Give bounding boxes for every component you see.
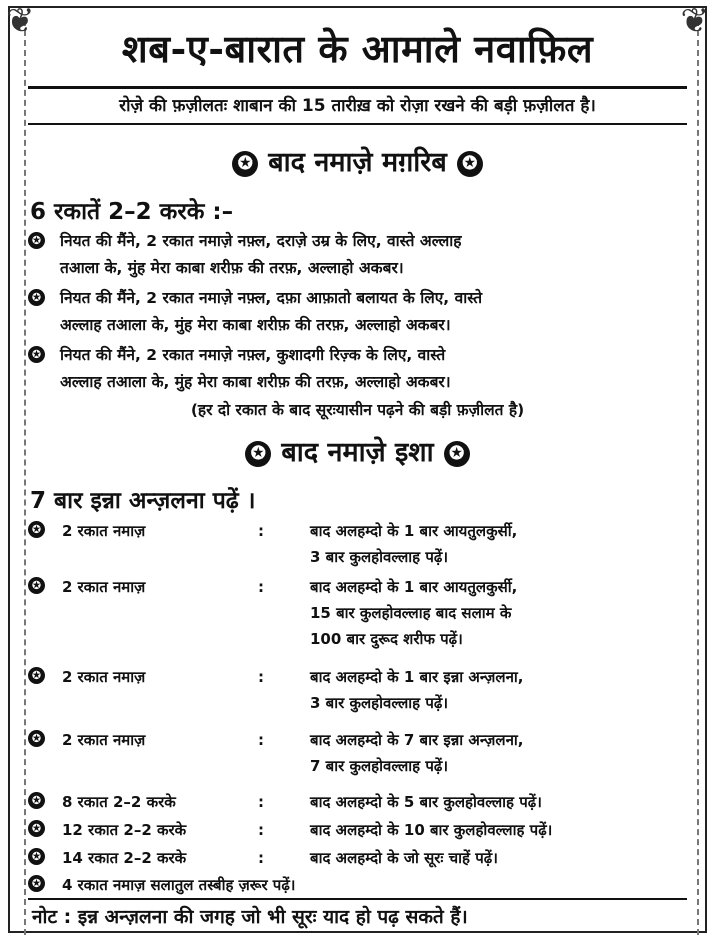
rakat-label: 2 रकात नमाज़ (62, 731, 146, 749)
isha-count-line: 7 बार इन्ना अन्ज़लना पढ़ें । (30, 488, 256, 514)
instruction-line: बाद अलहम्दो के जो सूरः चाहें पढ़ें। (310, 849, 498, 867)
list-item-line: नियत की मैंने, 2 रकात नमाज़े नफ़्ल, कुशादगी रिज़्क के लिए, वास्ते (60, 346, 446, 364)
star-circle-icon: ✪ (28, 232, 45, 249)
instruction-line: 7 बार कुलहोवल्लाह पढ़ें। (310, 757, 449, 775)
separator-colon: : (258, 793, 264, 811)
star-circle-icon: ✪ (28, 346, 45, 363)
rakat-label: 8 रकात 2–2 करके (62, 793, 176, 811)
instruction (310, 789, 690, 815)
list-item (28, 285, 688, 339)
rakat-label: 12 रकात 2–2 करके (62, 821, 187, 839)
instruction-line: 3 बार कुलहोवल्लाह पढ़ें। (310, 694, 449, 712)
list-item (28, 228, 688, 282)
rakat-label: 2 रकात नमाज़ (62, 668, 146, 686)
separator-colon: : (258, 668, 264, 686)
rakat-label: 2 रकात नमाज़ (62, 578, 146, 596)
star-circle-icon: ✪ (28, 521, 45, 538)
star-circle-icon: ✪ (28, 577, 45, 594)
instruction-line: बाद अलहम्दो के 1 बार आयतुलकुर्सी, (310, 578, 518, 596)
star-circle-icon: ✪ (28, 289, 45, 306)
instruction-line: बाद अलहम्दो के 5 बार कुलहोवल्लाह पढ़ें। (310, 793, 542, 811)
list-item-line: नियत की मैंने, 2 रकात नमाज़े नफ़्ल, दफ़ा आफ़ातो बलायत के लिए, वास्ते (60, 289, 483, 307)
list-item-line: नियत की मैंने, 2 रकात नमाज़े नफ़्ल, दराज़े उम्र के लिए, वास्ते अल्लाह (60, 232, 462, 250)
separator-colon: : (258, 849, 264, 867)
instruction (310, 817, 690, 843)
list-item-line: तआला के, मुंह मेरा काबा शरीफ़ की तरफ़, अल्लाहो अकबर। (60, 259, 404, 277)
maghrib-heading (0, 142, 715, 179)
instruction (310, 664, 690, 716)
maghrib-count-line: 6 रकातें 2–2 करके :– (30, 199, 234, 225)
floral-corner-icon: ❦ (680, 1, 709, 41)
instruction-line: 15 बार कुलहोवल्लाह बाद सलाम के (310, 604, 512, 622)
star-circle-icon: ✪ (444, 441, 470, 467)
instruction (310, 727, 690, 779)
instruction-line: बाद अलहम्दो के 10 बार कुलहोवल्लाह पढ़ें। (310, 821, 553, 839)
star-circle-icon: ✪ (245, 441, 271, 467)
star-circle-icon: ✪ (28, 820, 45, 837)
instruction-line: बाद अलहम्दो के 1 बार आयतुलकुर्सी, (310, 522, 518, 540)
floral-corner-icon: ❦ (6, 1, 35, 41)
star-circle-icon: ✪ (28, 792, 45, 809)
star-circle-icon: ✪ (457, 151, 483, 177)
instruction (310, 518, 690, 570)
separator-colon: : (258, 821, 264, 839)
instruction (310, 574, 690, 652)
instruction-line: 3 बार कुलहोवल्लाह पढ़ें। (310, 548, 449, 566)
maghrib-note: (हर दो रकात के बाद सूरःयासीन पढ़ने की बड़ी फ़ज़ीलत है) (190, 401, 525, 419)
maghrib-heading-text: बाद नमाज़े मग़रिब (268, 147, 447, 178)
separator-colon: : (258, 731, 264, 749)
instruction-line: बाद अलहम्दो के 7 बार इन्ना अन्ज़लना, (310, 731, 524, 749)
star-circle-icon: ✪ (28, 848, 45, 865)
page-title: शब-ए-बारात के आमाले नवाफ़िल (121, 26, 594, 71)
rakat-label: 4 रकात नमाज़ सलातुल तस्बीह ज़रूर पढ़ें। (62, 876, 296, 894)
separator-colon: : (258, 522, 264, 540)
list-item (28, 342, 688, 396)
list-item-line: अल्लाह तआला के, मुंह मेरा काबा शरीफ़ की तरफ़, अल्लाहो अकबर। (60, 316, 451, 334)
isha-heading-text: बाद नमाज़े इशा (281, 437, 434, 468)
star-circle-icon: ✪ (28, 730, 45, 747)
subtitle: रोज़े की फ़ज़ीलतः शाबान की 15 तारीख़ को रोज़ा रखने की बड़ी फ़ज़ीलत है। (28, 86, 687, 125)
instruction-line: बाद अलहम्दो के 1 बार इन्ना अन्ज़लना, (310, 668, 524, 686)
star-circle-icon: ✪ (28, 875, 45, 892)
rakat-label: 2 रकात नमाज़ (62, 522, 146, 540)
list-item-line: अल्लाह तआला के, मुंह मेरा काबा शरीफ़ की तरफ़, अल्लाहो अकबर। (60, 373, 451, 391)
separator-colon: : (258, 578, 264, 596)
rakat-label: 14 रकात 2–2 करके (62, 849, 187, 867)
star-circle-icon: ✪ (28, 667, 45, 684)
footer-note: नोट : इन्न अन्ज़लना की जगह जो भी सूरः याद हो पढ़ सकते हैं। (28, 898, 687, 934)
isha-heading (0, 432, 715, 469)
instruction (310, 845, 690, 871)
instruction-line: 100 बार दुरूद शरीफ पढ़ें। (310, 630, 463, 648)
star-circle-icon: ✪ (232, 151, 258, 177)
